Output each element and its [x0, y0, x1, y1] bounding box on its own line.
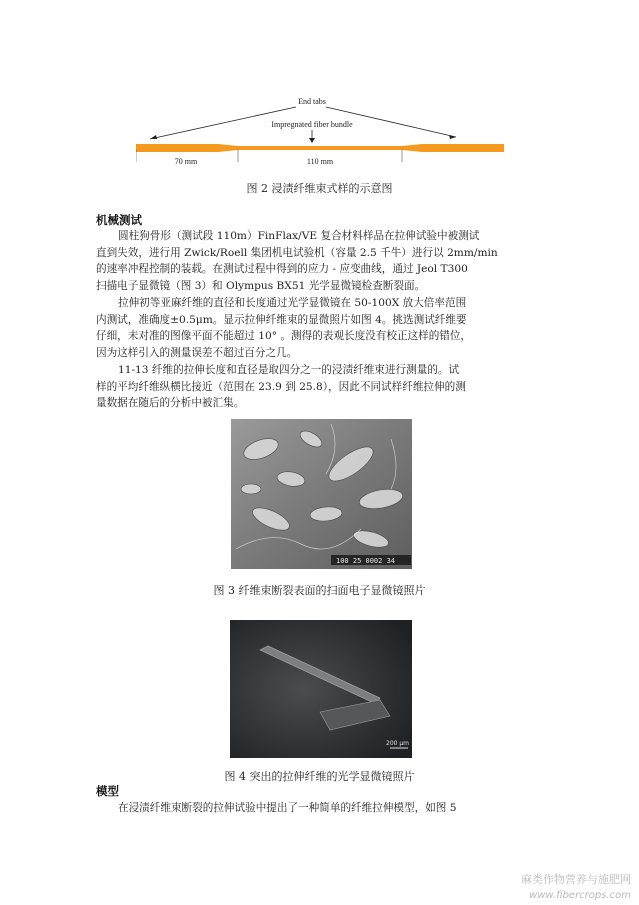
section-heading-mechanical-testing: 机械测试: [96, 213, 142, 227]
figure-3-sem-photo: [231, 419, 412, 569]
label-end-tabs: End tabs: [298, 97, 326, 106]
figure-4-optical-photo: [230, 620, 412, 758]
label-70mm: 70 mm: [174, 157, 198, 166]
label-impregnated-bundle: Impregnated fiber bundle: [271, 120, 353, 129]
text-line: 11-13 纤维的拉伸长度和直径是取四分之一的浸渍纤维束进行测量的。试: [118, 364, 460, 376]
figure-4-caption: 图 4 突出的拉伸纤维的光学显微镜照片: [224, 770, 415, 783]
text-line: 量数据在随后的分析中被汇集。: [96, 397, 245, 410]
watermark-url: www.fibercrops.com: [529, 890, 631, 901]
fiber-bundle-schematic: [136, 92, 504, 174]
impregnated-fiber-bundle: [136, 144, 504, 152]
figure-3-caption: 图 3 纤维束断裂表面的扫面电子显微镜照片: [213, 584, 426, 597]
paragraph-3: [96, 362, 548, 412]
label-110mm: 110 mm: [306, 157, 334, 166]
arrowhead-down-icon: [309, 138, 315, 143]
sem-scale-label: 100 25 0002 34: [336, 557, 396, 565]
text-line: 仔细，未对准的图像平面不能超过 10° 。测得的表观长度没有校正这样的错位，: [96, 330, 472, 343]
arrowhead-right-icon: [449, 135, 456, 139]
text-line: 样的平均纤维纵横比接近（范围在 23.9 到 25.8），因此不同试样纤维拉伸的测: [96, 380, 466, 393]
watermark-site-name: 麻类作物营养与施肥网: [521, 873, 631, 886]
text-line: 扫描电子显微镜（图 3）和 Olympus BX51 光学显微镜检查断裂面。: [96, 279, 426, 292]
paragraph-1: [96, 228, 548, 294]
text-line: 直到失效，进行用 Zwick/Roell 集团机电试验机（容量 2.5 千牛）进行以 2mm/min: [96, 246, 498, 259]
text-line: 内测试，准确度±0.5μm。显示拉伸纤维束的显微照片如图 4。挑选测试纤维要: [96, 313, 467, 326]
section-heading-model: 模型: [96, 784, 119, 798]
text-line: 的速率冲程控制的装载。在测试过程中得到的应力 - 应变曲线，通过 Jeol T300: [96, 263, 468, 276]
paragraph-model: [96, 800, 548, 817]
paragraph-2: [96, 295, 548, 361]
text-line: 圆柱狗骨形（测试段 110m）FinFlax/VE 复合材料样品在拉伸试验中被测试: [118, 230, 480, 242]
text-line: 在浸渍纤维束断裂的拉伸试验中提出了一种简单的纤维拉伸模型，如图 5: [118, 802, 457, 814]
figure-2-caption: 图 2 浸渍纤维束式样的示意图: [246, 182, 393, 195]
optical-scale-label: 200 µm: [386, 740, 410, 747]
text-line: 拉伸初等亚麻纤维的直径和长度通过光学显微镜在 50-100X 放大倍率范围: [118, 297, 467, 309]
sem-fracture-surface-image: [231, 419, 412, 569]
arrowhead-left-icon: [150, 135, 157, 139]
text-line: 因为这样引入的测量误差不超过百分之几。: [96, 346, 298, 359]
figure-2-diagram: [136, 92, 504, 174]
optical-micrograph-image: [230, 620, 412, 758]
